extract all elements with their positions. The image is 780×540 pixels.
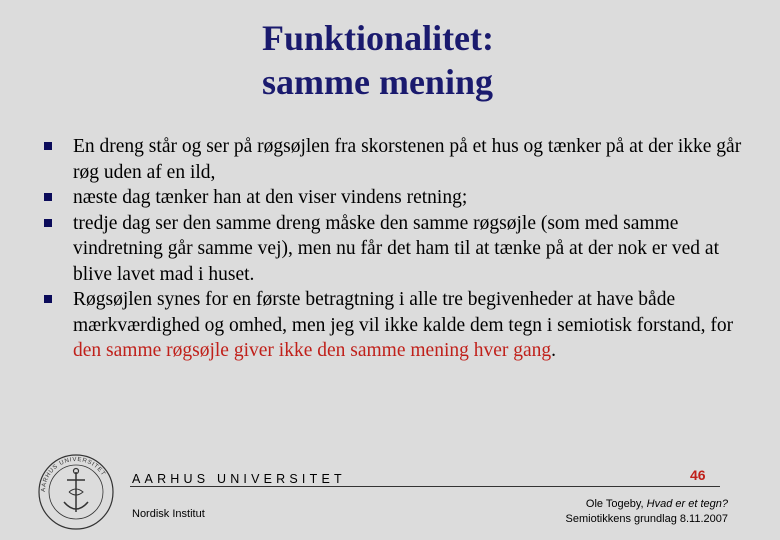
slide-title <box>262 16 494 104</box>
bullet-text: En dreng står og ser på røgsøjlen fra skorstenen på et hus og tænker på at der ikke går røg uden af en ild, <box>73 136 742 183</box>
square-bullet-icon <box>44 193 52 201</box>
author-name: Ole Togeby, <box>585 498 647 510</box>
presentation-title: Hvad er et tegn? <box>646 498 728 510</box>
footer-divider <box>130 486 720 487</box>
university-name: AARHUS UNIVERSITET <box>132 472 346 486</box>
department-name: Nordisk Institut <box>132 508 205 520</box>
square-bullet-icon <box>44 295 52 303</box>
square-bullet-icon <box>44 142 52 150</box>
university-seal-logo <box>36 452 116 532</box>
slide-title-line2: samme mening <box>262 62 493 102</box>
bullet-item <box>44 185 744 211</box>
bullet-item <box>44 134 744 185</box>
course-line: Semiotikkens grundlag 8.11.2007 <box>565 513 728 525</box>
seal-ring-text: AARHUS UNIVERSITET <box>40 456 107 493</box>
author-info <box>566 497 728 527</box>
bullet-highlight-text: den samme røgsøjle giver ikke den samme mening hver gang <box>73 340 552 361</box>
bullet-text: tredje dag ser den samme dreng måske den samme røgsøjle (som med samme vindretning går samme vej), men nu får det ham til at tænke på at der nok er ved at blive lavet mad i huset. <box>73 212 719 285</box>
bullet-list <box>44 134 744 364</box>
bullet-text-start: Røgsøjlen synes for en første betragtning i alle tre begivenheder at have både mærkværdighed og omhed, men jeg vil ikke kalde dem tegn i semiotisk forstand, for <box>73 289 734 336</box>
bullet-text-end: . <box>551 340 557 361</box>
page-number: 46 <box>690 467 706 483</box>
square-bullet-icon <box>44 219 52 227</box>
bullet-text: næste dag tænker han at den viser vindens retning; <box>73 187 468 208</box>
bullet-item <box>44 287 744 364</box>
slide-title-line1: Funktionalitet: <box>262 18 495 58</box>
bullet-item <box>44 211 744 288</box>
